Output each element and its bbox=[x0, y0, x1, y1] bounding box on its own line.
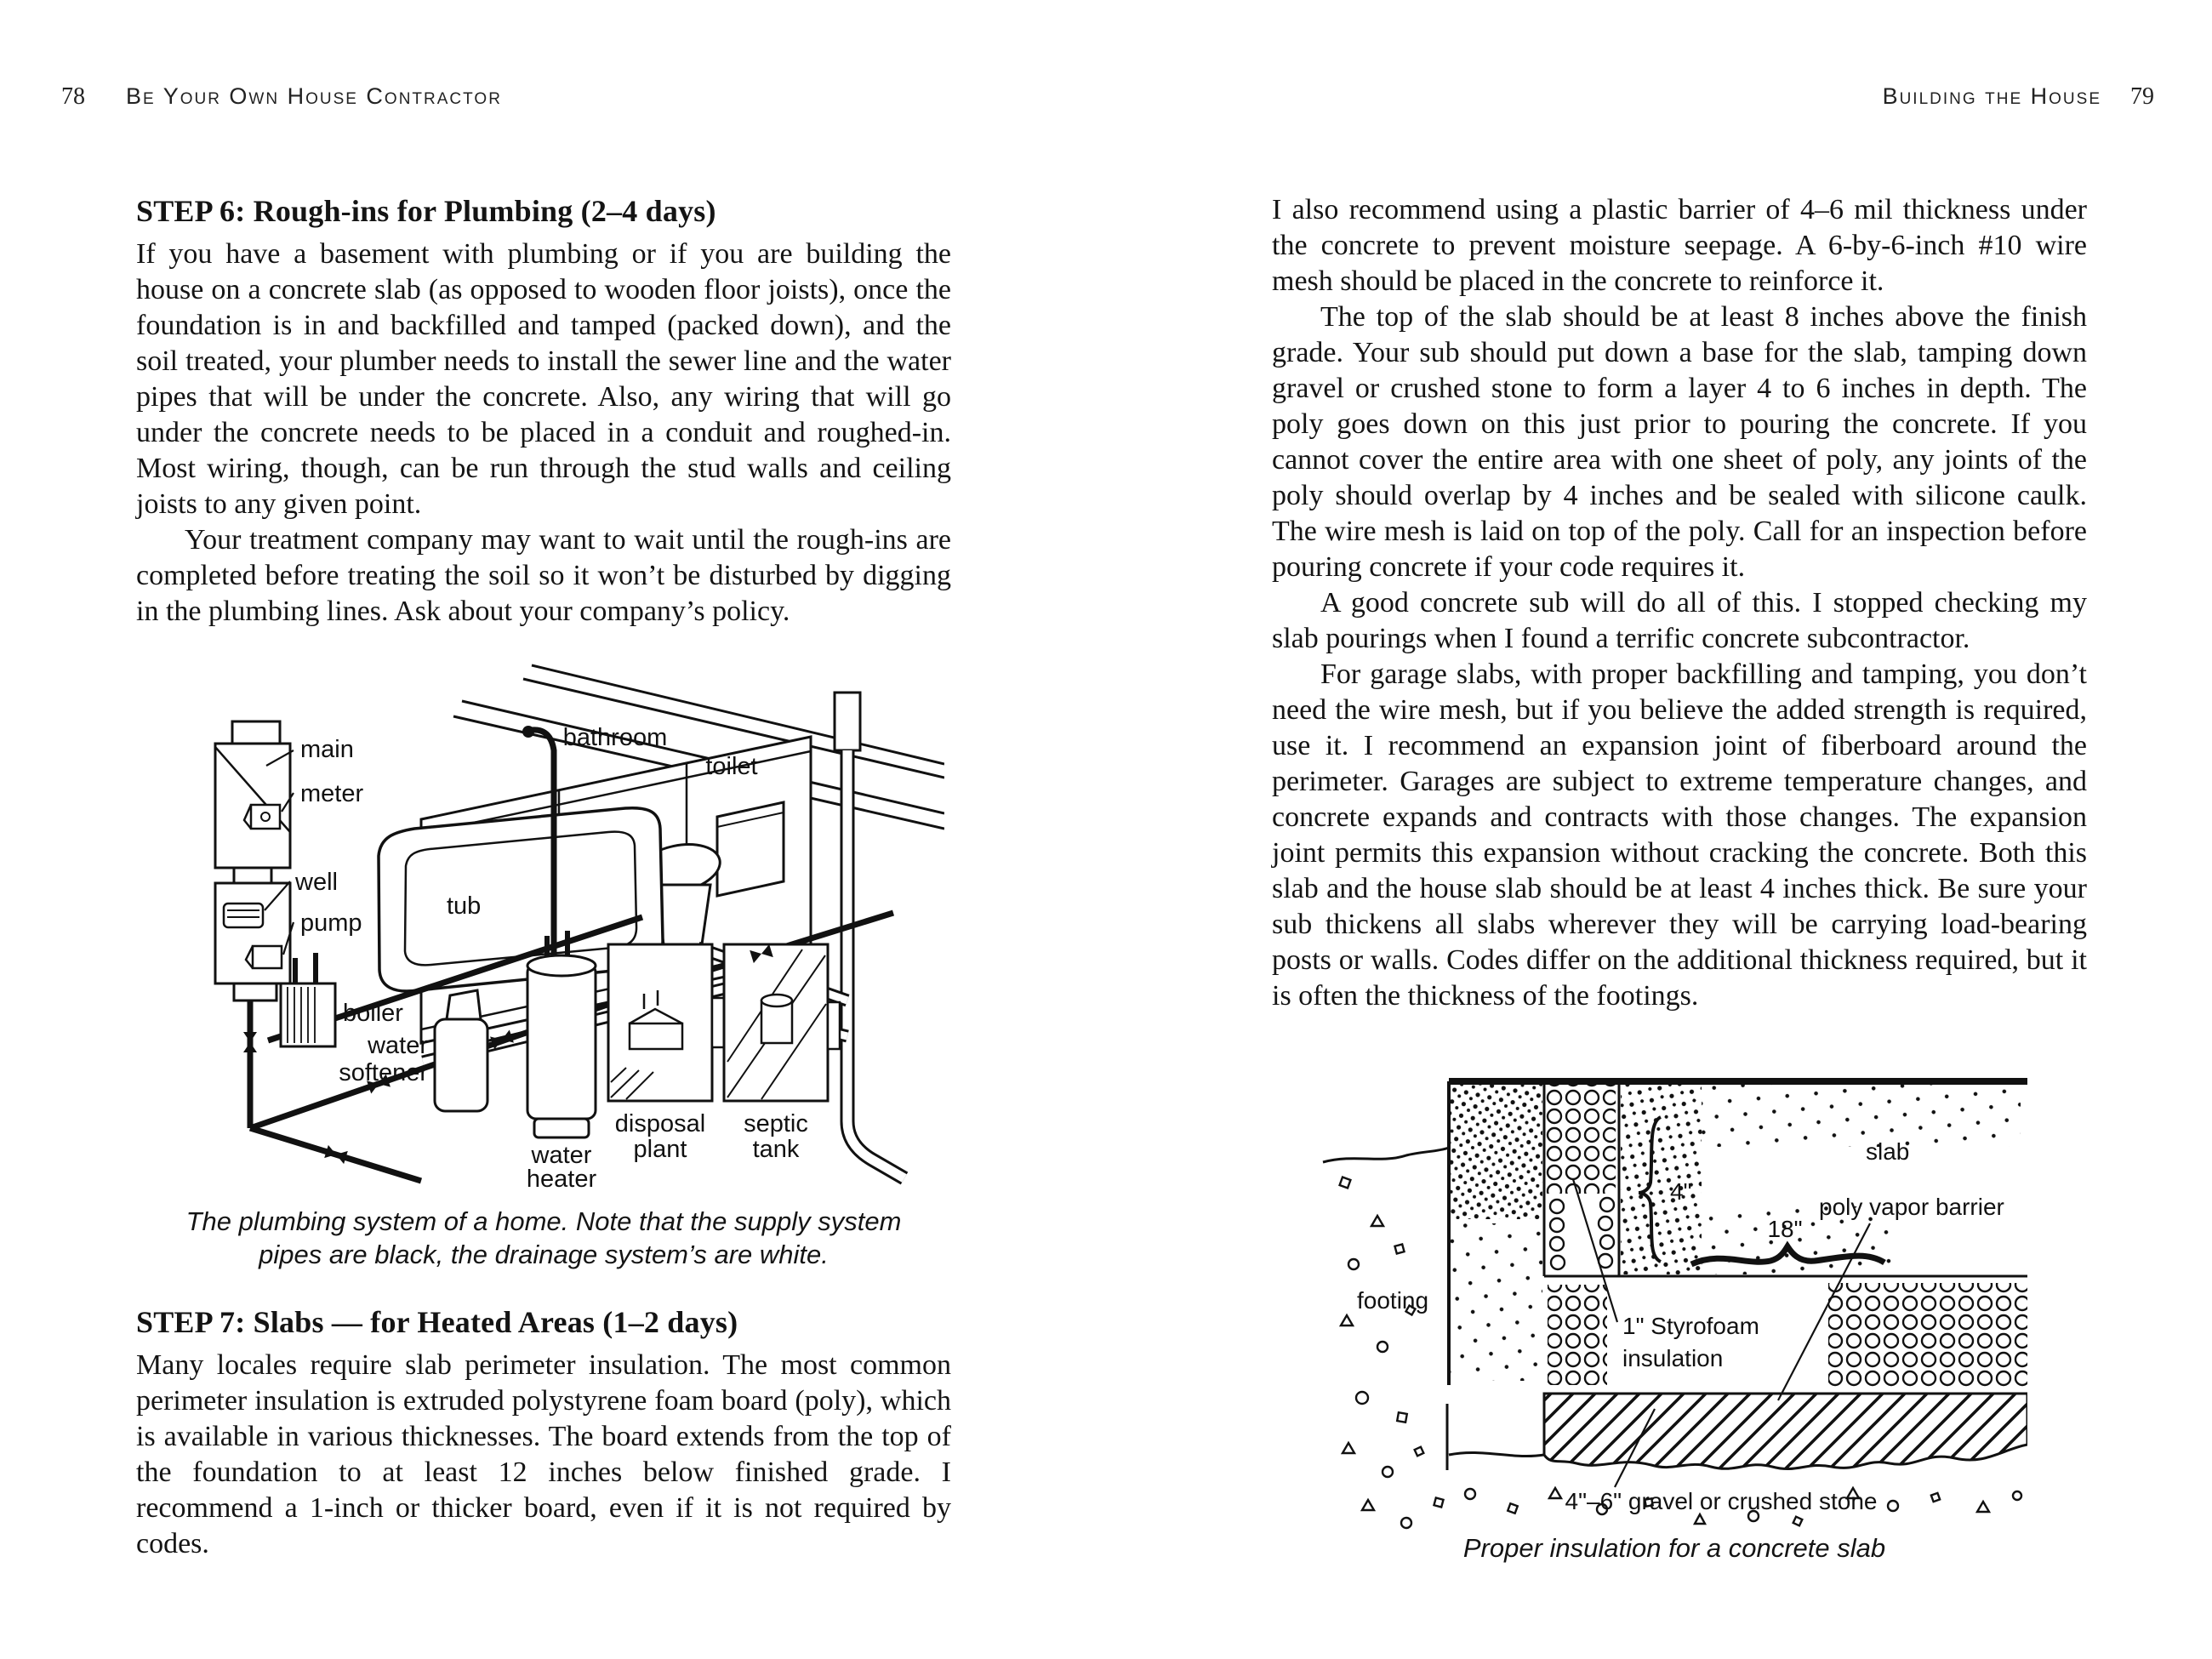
label-water-softener-1: water bbox=[368, 1032, 428, 1059]
label-boiler: boiler bbox=[343, 1000, 403, 1027]
septic-tank-box bbox=[712, 944, 840, 1101]
label-styrofoam-1: 1" Styrofoam bbox=[1622, 1313, 1759, 1339]
label-disposal-2: plant bbox=[633, 1136, 687, 1163]
right-paragraph-3: A good concrete sub will do all of this. I stopped checking my slab pourings when I found a terrific concrete subcontractor. bbox=[1272, 587, 2087, 654]
left-page-column bbox=[136, 192, 951, 630]
vertical-styrofoam-strip bbox=[1546, 1081, 1619, 1276]
label-toilet: toilet bbox=[705, 753, 758, 780]
service-entry-assembly bbox=[215, 721, 290, 1001]
running-head-left-title: Be Your Own House Contractor bbox=[126, 83, 502, 109]
label-tub: tub bbox=[447, 892, 482, 920]
running-head-left bbox=[61, 83, 502, 111]
plumbing-caption-line1: The plumbing system of a home. Note that the supply system bbox=[185, 1206, 902, 1236]
running-head-right bbox=[1883, 83, 2154, 111]
right-paragraph-1: I also recommend using a plastic barrier of 4–6 mil thickness under the concrete to prevent moisture seepage. A 6-by-6-inch #10 wire mesh should be placed in the concrete to reinforce it. bbox=[1272, 194, 2087, 297]
label-bathroom: bathroom bbox=[562, 724, 668, 751]
gravel-hatch bbox=[1449, 1394, 2027, 1469]
label-main: main bbox=[300, 736, 354, 763]
grade-line bbox=[1323, 1148, 1449, 1162]
plumbing-diagram bbox=[166, 662, 944, 1189]
disposal-plant-box bbox=[608, 944, 712, 1101]
styrofoam-band bbox=[1544, 1276, 2027, 1387]
label-water-heater-2: heater bbox=[526, 1166, 597, 1189]
label-18in: 18" bbox=[1767, 1216, 1803, 1242]
right-page-column bbox=[1272, 192, 2087, 1014]
label-disposal-1: disposal bbox=[614, 1110, 706, 1137]
plumbing-caption bbox=[136, 1205, 951, 1271]
label-footing: footing bbox=[1357, 1287, 1429, 1314]
label-slab: slab bbox=[1866, 1138, 1910, 1165]
label-styrofoam-2: insulation bbox=[1622, 1345, 1724, 1371]
slab-caption bbox=[1321, 1531, 2027, 1565]
well-icon bbox=[224, 904, 263, 927]
step6-paragraph-2: Your treatment company may want to wait until the rough-ins are completed before treating the soil so it won’t be disturbed by digging in the plumbing lines. Ask about your company’s policy. bbox=[136, 524, 951, 627]
label-gravel: 4"–6" gravel or crushed stone bbox=[1565, 1488, 1878, 1514]
running-head-right-title: Building the House bbox=[1882, 83, 2101, 109]
label-pump: pump bbox=[300, 909, 362, 937]
page-number-left: 78 bbox=[61, 83, 85, 110]
label-water-heater-1: water bbox=[531, 1142, 592, 1169]
label-septic-2: tank bbox=[752, 1136, 800, 1163]
right-paragraph-4: For garage slabs, with proper backfilling and tamping, you don’t need the wire mesh, but if you believe the added strength is required, use it. I recommend an expansion joint of fiberboard around the perimeter. Garages are subject to extreme temperature changes, and concrete expands and contracts with those changes. The expansion joint permits this expansion without cracking the concrete. Both this slab and the house slab should be at least 4 inches thick. Be sure your sub thickens all slabs wherever they will be carrying load-bearing posts or walls. Codes differ on the additional thickness required, but it is often the thickness of the footings. bbox=[1272, 658, 2087, 1012]
step7-section bbox=[136, 1303, 951, 1562]
label-well: well bbox=[295, 869, 338, 896]
label-septic-1: septic bbox=[744, 1110, 808, 1137]
label-meter: meter bbox=[300, 780, 364, 807]
plumbing-caption-line2: pipes are black, the drainage system’s are white. bbox=[259, 1240, 829, 1269]
label-4in: 4" bbox=[1670, 1178, 1692, 1205]
water-heater-tank bbox=[527, 931, 596, 1137]
slab-insulation-diagram bbox=[1321, 1070, 2027, 1534]
step6-paragraph-1: If you have a basement with plumbing or if you are building the house on a concrete slab (as opposed to wooden floor joists), once the foundation is in and backfilled and tamped (packed down), and the soil treated, your plumber needs to install the sewer line and the water pipes that will be under the concrete. Also, any wiring that will go under the concrete needs to be placed in a conduit and roughed-in. Most wiring, though, can be run through the stud walls and ceiling joists to any given point. bbox=[136, 238, 951, 520]
foundation-wall bbox=[1447, 1081, 1544, 1470]
page-number-right: 79 bbox=[2130, 83, 2154, 110]
step6-heading: STEP 6: Rough-ins for Plumbing (2–4 days) bbox=[136, 194, 716, 228]
label-poly-vapor-barrier: poly vapor barrier bbox=[1819, 1194, 2004, 1220]
step7-heading: STEP 7: Slabs — for Heated Areas (1–2 days) bbox=[136, 1305, 738, 1339]
slab-caption-line1: Proper insulation for a concrete slab bbox=[1462, 1533, 1886, 1563]
right-paragraph-2: The top of the slab should be at least 8 inches above the finish grade. Your sub should put down a base for the slab, tamping down gravel or crushed stone to form a layer 4 to 6 inches in depth. The poly goes down on this just prior to pouring the concrete. If you cannot cover the entire area with one sheet of poly, any joints of the poly should overlap by 4 inches and be sealed with silicone caulk. The wire mesh is laid on top of the poly. Call for an inspection before pouring concrete if your code requires it. bbox=[1272, 301, 2087, 583]
step7-paragraph-1: Many locales require slab perimeter insulation. The most common perimeter insulation is extruded polystyrene foam board (poly), which is available in various thicknesses. The board extends from the top of the foundation to at least 12 inches below finished grade. I recommend a 1-inch or thicker board, even if it is not required by codes. bbox=[136, 1349, 951, 1559]
label-water-softener-2: softener bbox=[339, 1059, 428, 1086]
